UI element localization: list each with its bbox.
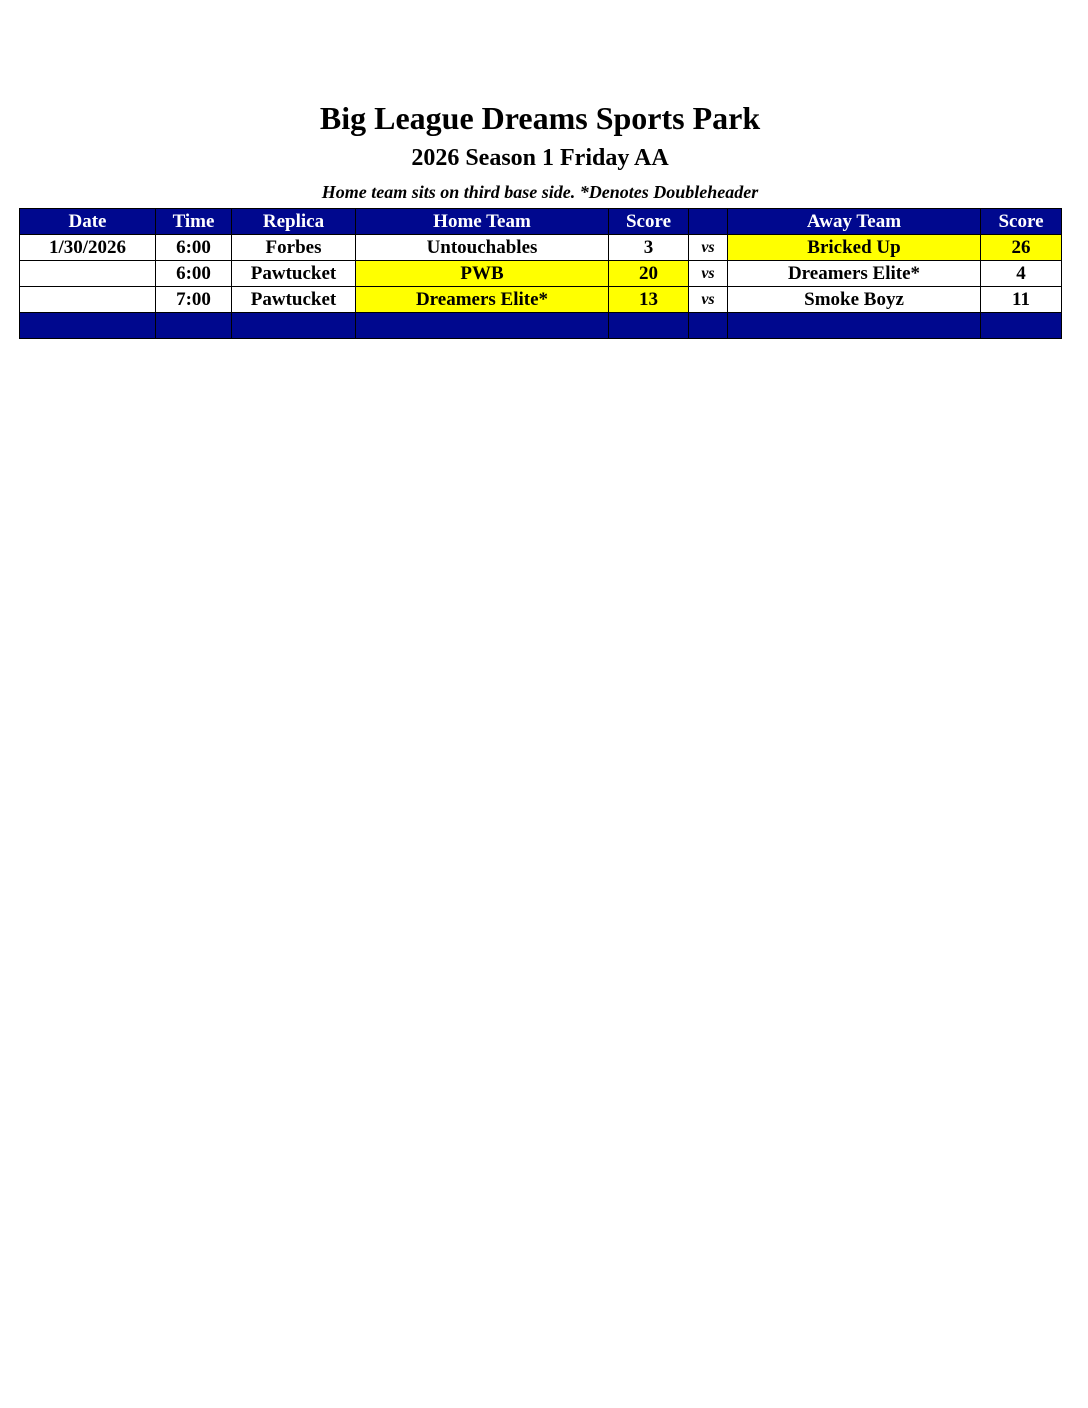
table-header-row xyxy=(20,209,1062,235)
replica-cell: Forbes xyxy=(232,235,356,261)
footer-cell xyxy=(356,313,609,339)
footer-cell xyxy=(232,313,356,339)
home-team-cell: Untouchables xyxy=(356,235,609,261)
footer-cell xyxy=(728,313,981,339)
column-header-time: Time xyxy=(156,209,232,235)
replica-cell: Pawtucket xyxy=(232,261,356,287)
table-footer-row xyxy=(20,313,1062,339)
column-header-date: Date xyxy=(20,209,156,235)
table-row xyxy=(20,287,1062,313)
footer-cell xyxy=(20,313,156,339)
column-header-home-score: Score xyxy=(609,209,689,235)
schedule-table xyxy=(19,208,1062,339)
home-score-cell: 20 xyxy=(609,261,689,287)
time-cell: 7:00 xyxy=(156,287,232,313)
date-cell xyxy=(20,261,156,287)
replica-cell: Pawtucket xyxy=(232,287,356,313)
away-score-cell: 26 xyxy=(981,235,1062,261)
home-score-cell: 3 xyxy=(609,235,689,261)
away-score-cell: 4 xyxy=(981,261,1062,287)
column-header-vs xyxy=(689,209,728,235)
home-team-cell: PWB xyxy=(356,261,609,287)
time-cell: 6:00 xyxy=(156,261,232,287)
footer-cell xyxy=(981,313,1062,339)
page-title: Big League Dreams Sports Park xyxy=(319,100,761,136)
column-header-home-team: Home Team xyxy=(356,209,609,235)
away-team-cell: Dreamers Elite* xyxy=(728,261,981,287)
vs-cell: vs xyxy=(689,235,728,261)
home-score-cell: 13 xyxy=(609,287,689,313)
table-row xyxy=(20,261,1062,287)
date-cell: 1/30/2026 xyxy=(20,235,156,261)
column-header-away-score: Score xyxy=(981,209,1062,235)
footer-cell xyxy=(689,313,728,339)
footer-cell xyxy=(156,313,232,339)
away-score-cell: 11 xyxy=(981,287,1062,313)
vs-cell: vs xyxy=(689,287,728,313)
column-header-replica: Replica xyxy=(232,209,356,235)
vs-cell: vs xyxy=(689,261,728,287)
column-header-away-team: Away Team xyxy=(728,209,981,235)
home-team-cell: Dreamers Elite* xyxy=(356,287,609,313)
away-team-cell: Bricked Up xyxy=(728,235,981,261)
table-row xyxy=(20,235,1062,261)
time-cell: 6:00 xyxy=(156,235,232,261)
date-cell xyxy=(20,287,156,313)
page-subtitle: 2026 Season 1 Friday AA xyxy=(411,145,669,171)
footer-cell xyxy=(609,313,689,339)
away-team-cell: Smoke Boyz xyxy=(728,287,981,313)
schedule-note: Home team sits on third base side. *Denotes Doubleheader xyxy=(321,182,759,202)
